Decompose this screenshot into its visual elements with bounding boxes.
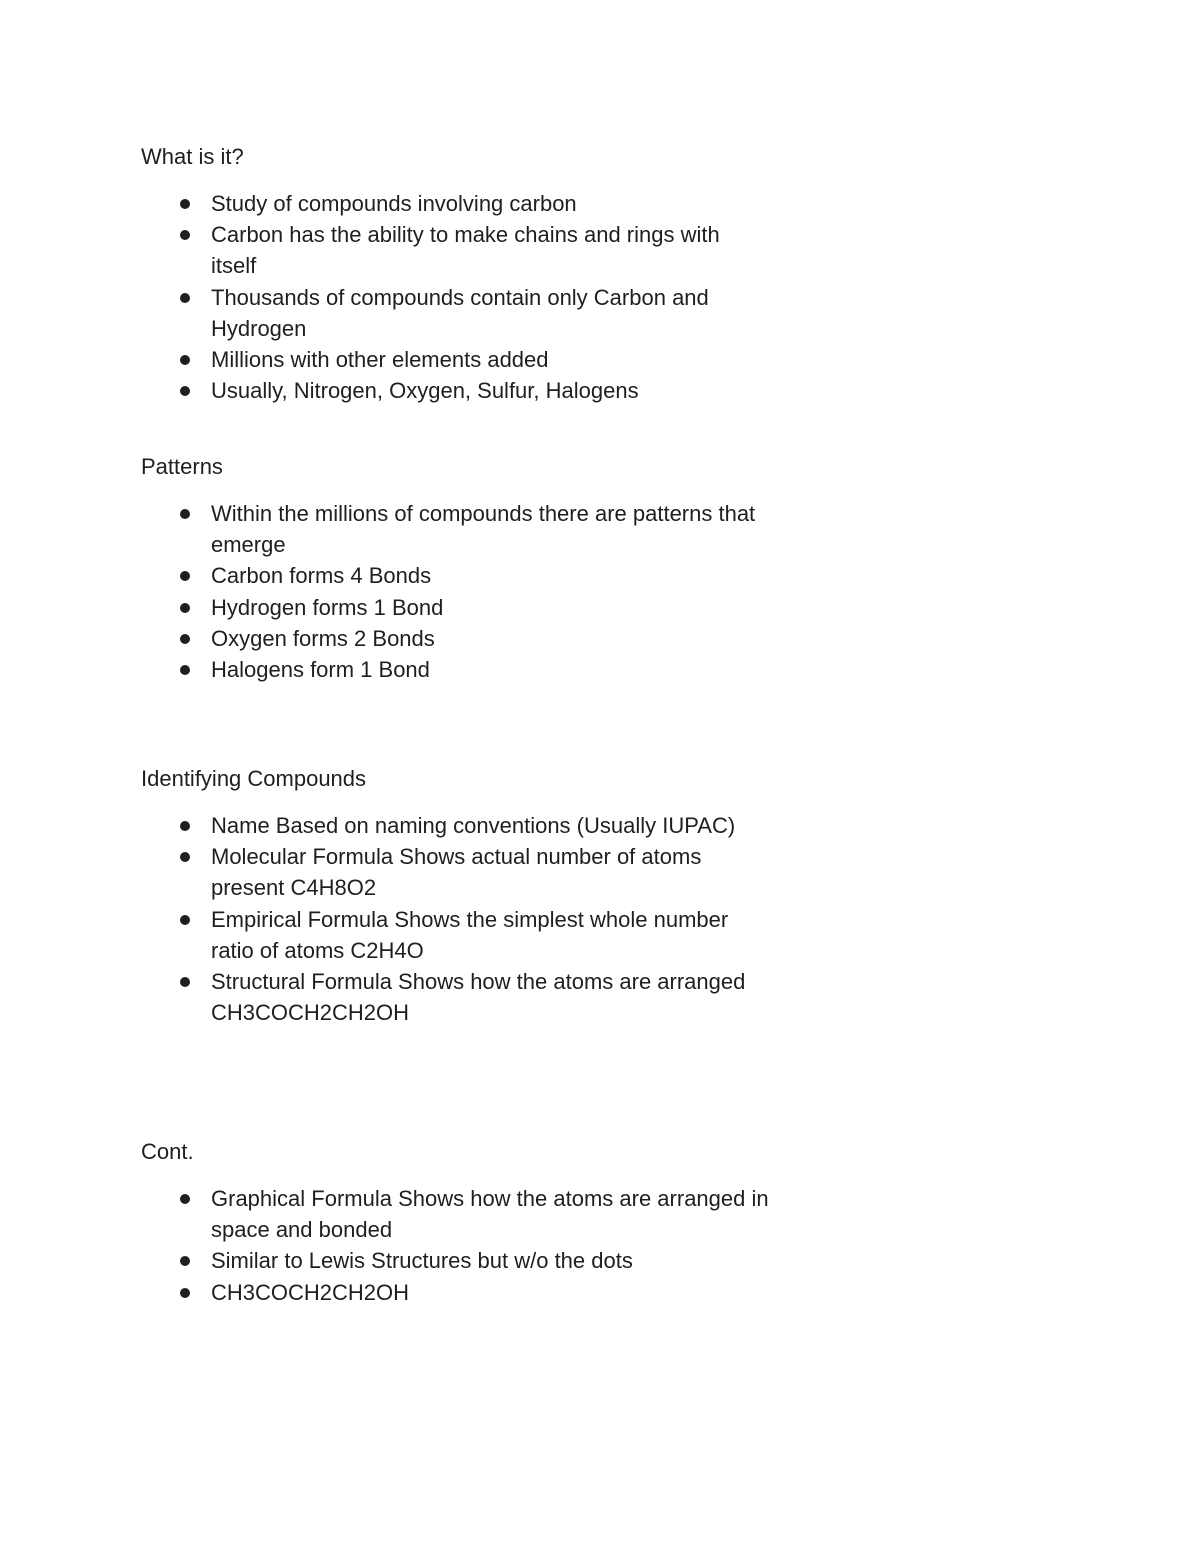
bullet-list	[141, 188, 781, 406]
bullet-icon	[180, 1256, 190, 1266]
bullet-icon	[180, 355, 190, 365]
bullet-icon	[180, 852, 190, 862]
list-item-text: Halogens form 1 Bond	[211, 657, 430, 683]
list-item	[141, 219, 771, 281]
bullet-icon	[180, 199, 190, 209]
bullet-icon	[180, 230, 190, 240]
list-item	[141, 375, 771, 406]
section-identifying-compounds	[141, 763, 781, 1028]
list-item-text: Graphical Formula Shows how the atoms are arranged in space and bonded	[211, 1186, 769, 1243]
bullet-icon	[180, 634, 190, 644]
list-item-text: Hydrogen forms 1 Bond	[211, 594, 444, 620]
section-what-is-it	[141, 141, 781, 406]
list-item	[141, 623, 771, 654]
list-item-text: Usually, Nitrogen, Oxygen, Sulfur, Halogens	[211, 378, 639, 404]
list-item	[141, 904, 771, 966]
list-item-text: Thousands of compounds contain only Carbon and Hydrogen	[211, 284, 709, 341]
section-patterns	[141, 451, 781, 685]
list-item-text: CH3COCH2CH2OH	[211, 1279, 410, 1305]
list-item	[141, 1183, 771, 1245]
list-item-text: Carbon forms 4 Bonds	[211, 563, 432, 589]
list-item	[141, 188, 771, 219]
list-item	[141, 282, 771, 344]
list-item	[141, 1277, 771, 1308]
section-heading: Identifying Compounds	[141, 766, 367, 791]
bullet-icon	[180, 571, 190, 581]
bullet-icon	[180, 386, 190, 396]
section-cont	[141, 1136, 781, 1308]
bullet-icon	[180, 603, 190, 613]
list-item	[141, 344, 771, 375]
list-item-text: Carbon has the ability to make chains and rings with itself	[211, 222, 720, 279]
bullet-icon	[180, 915, 190, 925]
bullet-list	[141, 498, 781, 685]
list-item	[141, 560, 771, 591]
list-item-text: Oxygen forms 2 Bonds	[211, 625, 435, 651]
list-item-text: Empirical Formula Shows the simplest whole number ratio of atoms C2H4O	[211, 906, 729, 963]
section-heading: Cont.	[141, 1139, 194, 1164]
list-item-text: Structural Formula Shows how the atoms are arranged CH3COCH2CH2OH	[211, 969, 746, 1026]
list-item	[141, 841, 771, 903]
list-item	[141, 966, 771, 1028]
list-item	[141, 498, 771, 560]
bullet-list	[141, 1183, 781, 1308]
list-item-text: Molecular Formula Shows actual number of atoms present C4H8O2	[211, 844, 702, 901]
bullet-icon	[180, 665, 190, 675]
list-item	[141, 654, 771, 685]
list-item	[141, 1245, 771, 1276]
section-heading: What is it?	[141, 144, 244, 169]
section-heading: Patterns	[141, 454, 223, 479]
list-item-text: Within the millions of compounds there are patterns that emerge	[211, 501, 756, 558]
bullet-icon	[180, 509, 190, 519]
bullet-list	[141, 810, 781, 1028]
bullet-icon	[180, 293, 190, 303]
list-item-text: Millions with other elements added	[211, 347, 549, 373]
list-item	[141, 592, 771, 623]
bullet-icon	[180, 821, 190, 831]
list-item-text: Name Based on naming conventions (Usually IUPAC)	[211, 813, 736, 838]
list-item	[141, 810, 771, 841]
bullet-icon	[180, 977, 190, 987]
bullet-icon	[180, 1288, 190, 1298]
list-item-text: Study of compounds involving carbon	[211, 191, 577, 216]
list-item-text: Similar to Lewis Structures but w/o the dots	[211, 1248, 633, 1274]
bullet-icon	[180, 1194, 190, 1204]
